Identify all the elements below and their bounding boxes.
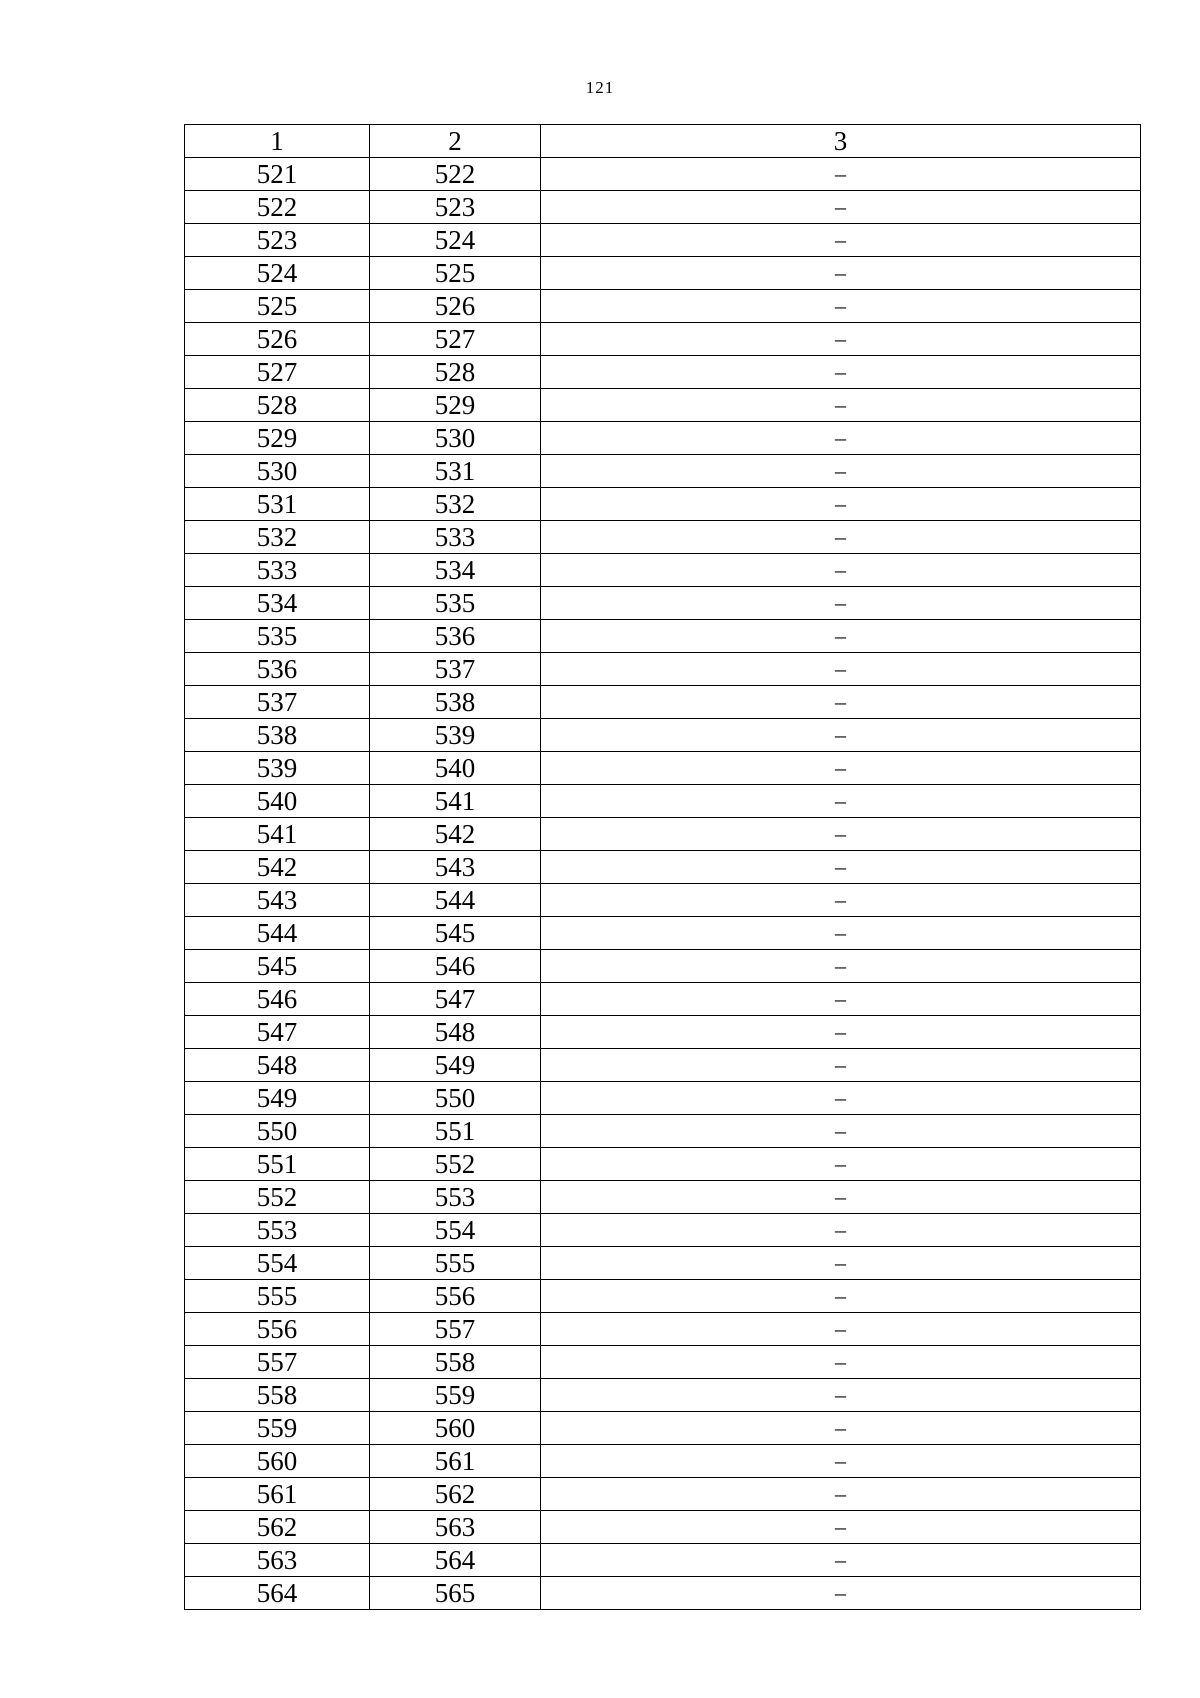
table-cell-col-1: 564	[185, 1577, 370, 1610]
table-cell-col-3: –	[541, 1445, 1141, 1478]
table-cell-col-3: –	[541, 1115, 1141, 1148]
table-cell-col-2: 529	[370, 389, 541, 422]
table-cell-col-1: 521	[185, 158, 370, 191]
data-table	[184, 124, 1141, 1610]
table-cell-col-2: 552	[370, 1148, 541, 1181]
table-cell-col-3: –	[541, 587, 1141, 620]
table-cell-col-3: –	[541, 686, 1141, 719]
table-cell-col-3: –	[541, 488, 1141, 521]
table-row	[185, 719, 1141, 752]
table-row	[185, 686, 1141, 719]
table-cell-col-3: –	[541, 1280, 1141, 1313]
table-cell-col-2: 556	[370, 1280, 541, 1313]
table-cell-col-2: 522	[370, 158, 541, 191]
column-header-1: 1	[185, 125, 370, 158]
table-row	[185, 224, 1141, 257]
table-row	[185, 884, 1141, 917]
table-cell-col-1: 538	[185, 719, 370, 752]
table-cell-col-1: 537	[185, 686, 370, 719]
table-cell-col-2: 524	[370, 224, 541, 257]
table-cell-col-3: –	[541, 752, 1141, 785]
table-cell-col-2: 563	[370, 1511, 541, 1544]
table-row	[185, 818, 1141, 851]
table-cell-col-3: –	[541, 1379, 1141, 1412]
table-row	[185, 488, 1141, 521]
table-cell-col-3: –	[541, 1478, 1141, 1511]
table-cell-col-2: 555	[370, 1247, 541, 1280]
table-row	[185, 554, 1141, 587]
table-cell-col-2: 544	[370, 884, 541, 917]
table-cell-col-3: –	[541, 1247, 1141, 1280]
table-cell-col-1: 563	[185, 1544, 370, 1577]
table-cell-col-1: 561	[185, 1478, 370, 1511]
table-cell-col-2: 526	[370, 290, 541, 323]
table-row	[185, 1214, 1141, 1247]
table-row	[185, 290, 1141, 323]
table-row	[185, 1280, 1141, 1313]
table-row	[185, 257, 1141, 290]
table-cell-col-2: 525	[370, 257, 541, 290]
table-cell-col-3: –	[541, 1544, 1141, 1577]
table-row	[185, 1577, 1141, 1610]
table-row	[185, 1082, 1141, 1115]
table-cell-col-3: –	[541, 785, 1141, 818]
table-cell-col-2: 558	[370, 1346, 541, 1379]
column-header-3: 3	[541, 125, 1141, 158]
table-row	[185, 1148, 1141, 1181]
table-cell-col-2: 523	[370, 191, 541, 224]
table-cell-col-3: –	[541, 653, 1141, 686]
table-cell-col-3: –	[541, 1346, 1141, 1379]
table-cell-col-2: 531	[370, 455, 541, 488]
table-cell-col-1: 544	[185, 917, 370, 950]
table-cell-col-1: 545	[185, 950, 370, 983]
page-number: 121	[585, 78, 615, 97]
table-cell-col-3: –	[541, 191, 1141, 224]
table-row	[185, 950, 1141, 983]
table-cell-col-1: 558	[185, 1379, 370, 1412]
table-cell-col-3: –	[541, 851, 1141, 884]
table-cell-col-1: 553	[185, 1214, 370, 1247]
table-cell-col-1: 526	[185, 323, 370, 356]
table-cell-col-2: 533	[370, 521, 541, 554]
table-cell-col-2: 547	[370, 983, 541, 1016]
table-cell-col-2: 562	[370, 1478, 541, 1511]
table-row	[185, 455, 1141, 488]
table-cell-col-1: 539	[185, 752, 370, 785]
table-cell-col-1: 540	[185, 785, 370, 818]
table-cell-col-3: –	[541, 158, 1141, 191]
table-cell-col-2: 559	[370, 1379, 541, 1412]
table-cell-col-1: 559	[185, 1412, 370, 1445]
table-cell-col-3: –	[541, 323, 1141, 356]
table-row	[185, 1181, 1141, 1214]
table-cell-col-2: 557	[370, 1313, 541, 1346]
table-row	[185, 1544, 1141, 1577]
table-cell-col-2: 540	[370, 752, 541, 785]
table-cell-col-3: –	[541, 917, 1141, 950]
table-cell-col-2: 528	[370, 356, 541, 389]
table-row	[185, 356, 1141, 389]
table-row	[185, 1313, 1141, 1346]
table-cell-col-2: 553	[370, 1181, 541, 1214]
table-cell-col-3: –	[541, 1082, 1141, 1115]
table-cell-col-3: –	[541, 1181, 1141, 1214]
table-cell-col-2: 530	[370, 422, 541, 455]
table-cell-col-1: 541	[185, 818, 370, 851]
table-cell-col-2: 561	[370, 1445, 541, 1478]
table-cell-col-1: 527	[185, 356, 370, 389]
table-body	[185, 125, 1141, 1610]
table-row	[185, 917, 1141, 950]
table-cell-col-1: 536	[185, 653, 370, 686]
table-row	[185, 1379, 1141, 1412]
table-cell-col-2: 541	[370, 785, 541, 818]
table-cell-col-1: 522	[185, 191, 370, 224]
table-cell-col-3: –	[541, 1412, 1141, 1445]
table-row	[185, 587, 1141, 620]
table-cell-col-2: 534	[370, 554, 541, 587]
table-row	[185, 653, 1141, 686]
table-cell-col-2: 564	[370, 1544, 541, 1577]
table-cell-col-1: 562	[185, 1511, 370, 1544]
table-cell-col-1: 543	[185, 884, 370, 917]
table-cell-col-2: 550	[370, 1082, 541, 1115]
table-cell-col-1: 560	[185, 1445, 370, 1478]
table-cell-col-2: 527	[370, 323, 541, 356]
table-cell-col-3: –	[541, 818, 1141, 851]
table-cell-col-3: –	[541, 884, 1141, 917]
table-cell-col-1: 554	[185, 1247, 370, 1280]
table-cell-col-2: 560	[370, 1412, 541, 1445]
table-cell-col-3: –	[541, 257, 1141, 290]
table-cell-col-2: 545	[370, 917, 541, 950]
table-cell-col-1: 533	[185, 554, 370, 587]
table-cell-col-1: 550	[185, 1115, 370, 1148]
table-cell-col-2: 546	[370, 950, 541, 983]
table-row	[185, 521, 1141, 554]
table-cell-col-1: 549	[185, 1082, 370, 1115]
table-row	[185, 323, 1141, 356]
table-cell-col-1: 534	[185, 587, 370, 620]
table-cell-col-2: 549	[370, 1049, 541, 1082]
table-cell-col-3: –	[541, 224, 1141, 257]
table-cell-col-3: –	[541, 389, 1141, 422]
table-cell-col-3: –	[541, 983, 1141, 1016]
column-header-2: 2	[370, 125, 541, 158]
table-cell-col-1: 547	[185, 1016, 370, 1049]
table-cell-col-1: 524	[185, 257, 370, 290]
table-cell-col-1: 535	[185, 620, 370, 653]
table-cell-col-3: –	[541, 1511, 1141, 1544]
table-cell-col-3: –	[541, 620, 1141, 653]
table-cell-col-1: 551	[185, 1148, 370, 1181]
table-row	[185, 1016, 1141, 1049]
table-cell-col-3: –	[541, 719, 1141, 752]
table-cell-col-2: 539	[370, 719, 541, 752]
table-cell-col-3: –	[541, 1148, 1141, 1181]
table-cell-col-3: –	[541, 1313, 1141, 1346]
table-cell-col-2: 538	[370, 686, 541, 719]
table-cell-col-3: –	[541, 521, 1141, 554]
table-row	[185, 1445, 1141, 1478]
table-cell-col-1: 523	[185, 224, 370, 257]
table-row	[185, 1478, 1141, 1511]
table-cell-col-2: 542	[370, 818, 541, 851]
table-row	[185, 1412, 1141, 1445]
table-row	[185, 1511, 1141, 1544]
table-cell-col-2: 554	[370, 1214, 541, 1247]
table-row	[185, 752, 1141, 785]
table-cell-col-3: –	[541, 1214, 1141, 1247]
table-row	[185, 1049, 1141, 1082]
table-cell-col-1: 528	[185, 389, 370, 422]
table-cell-col-1: 556	[185, 1313, 370, 1346]
table-cell-col-2: 535	[370, 587, 541, 620]
table-row	[185, 1346, 1141, 1379]
table-cell-col-3: –	[541, 950, 1141, 983]
table-cell-col-2: 543	[370, 851, 541, 884]
table-cell-col-1: 555	[185, 1280, 370, 1313]
table-cell-col-1: 532	[185, 521, 370, 554]
table-cell-col-3: –	[541, 455, 1141, 488]
table-cell-col-1: 548	[185, 1049, 370, 1082]
table-cell-col-3: –	[541, 422, 1141, 455]
table-cell-col-2: 551	[370, 1115, 541, 1148]
table-row	[185, 983, 1141, 1016]
table-cell-col-1: 542	[185, 851, 370, 884]
table-cell-col-2: 537	[370, 653, 541, 686]
table-cell-col-1: 557	[185, 1346, 370, 1379]
table-row	[185, 1247, 1141, 1280]
table-row	[185, 851, 1141, 884]
table-cell-col-1: 531	[185, 488, 370, 521]
table-cell-col-2: 536	[370, 620, 541, 653]
table-cell-col-2: 565	[370, 1577, 541, 1610]
table-cell-col-3: –	[541, 1049, 1141, 1082]
table-row	[185, 422, 1141, 455]
table-row	[185, 620, 1141, 653]
table-cell-col-3: –	[541, 1577, 1141, 1610]
table-row	[185, 1115, 1141, 1148]
table-cell-col-3: –	[541, 1016, 1141, 1049]
table-header-row	[185, 125, 1141, 158]
table-cell-col-3: –	[541, 356, 1141, 389]
table-cell-col-2: 532	[370, 488, 541, 521]
table-cell-col-3: –	[541, 290, 1141, 323]
table-row	[185, 389, 1141, 422]
table-cell-col-1: 529	[185, 422, 370, 455]
table-row	[185, 785, 1141, 818]
table-cell-col-2: 548	[370, 1016, 541, 1049]
table-cell-col-1: 530	[185, 455, 370, 488]
table-row	[185, 191, 1141, 224]
table-cell-col-3: –	[541, 554, 1141, 587]
table-row	[185, 158, 1141, 191]
table-cell-col-1: 546	[185, 983, 370, 1016]
table-cell-col-1: 552	[185, 1181, 370, 1214]
table-cell-col-1: 525	[185, 290, 370, 323]
